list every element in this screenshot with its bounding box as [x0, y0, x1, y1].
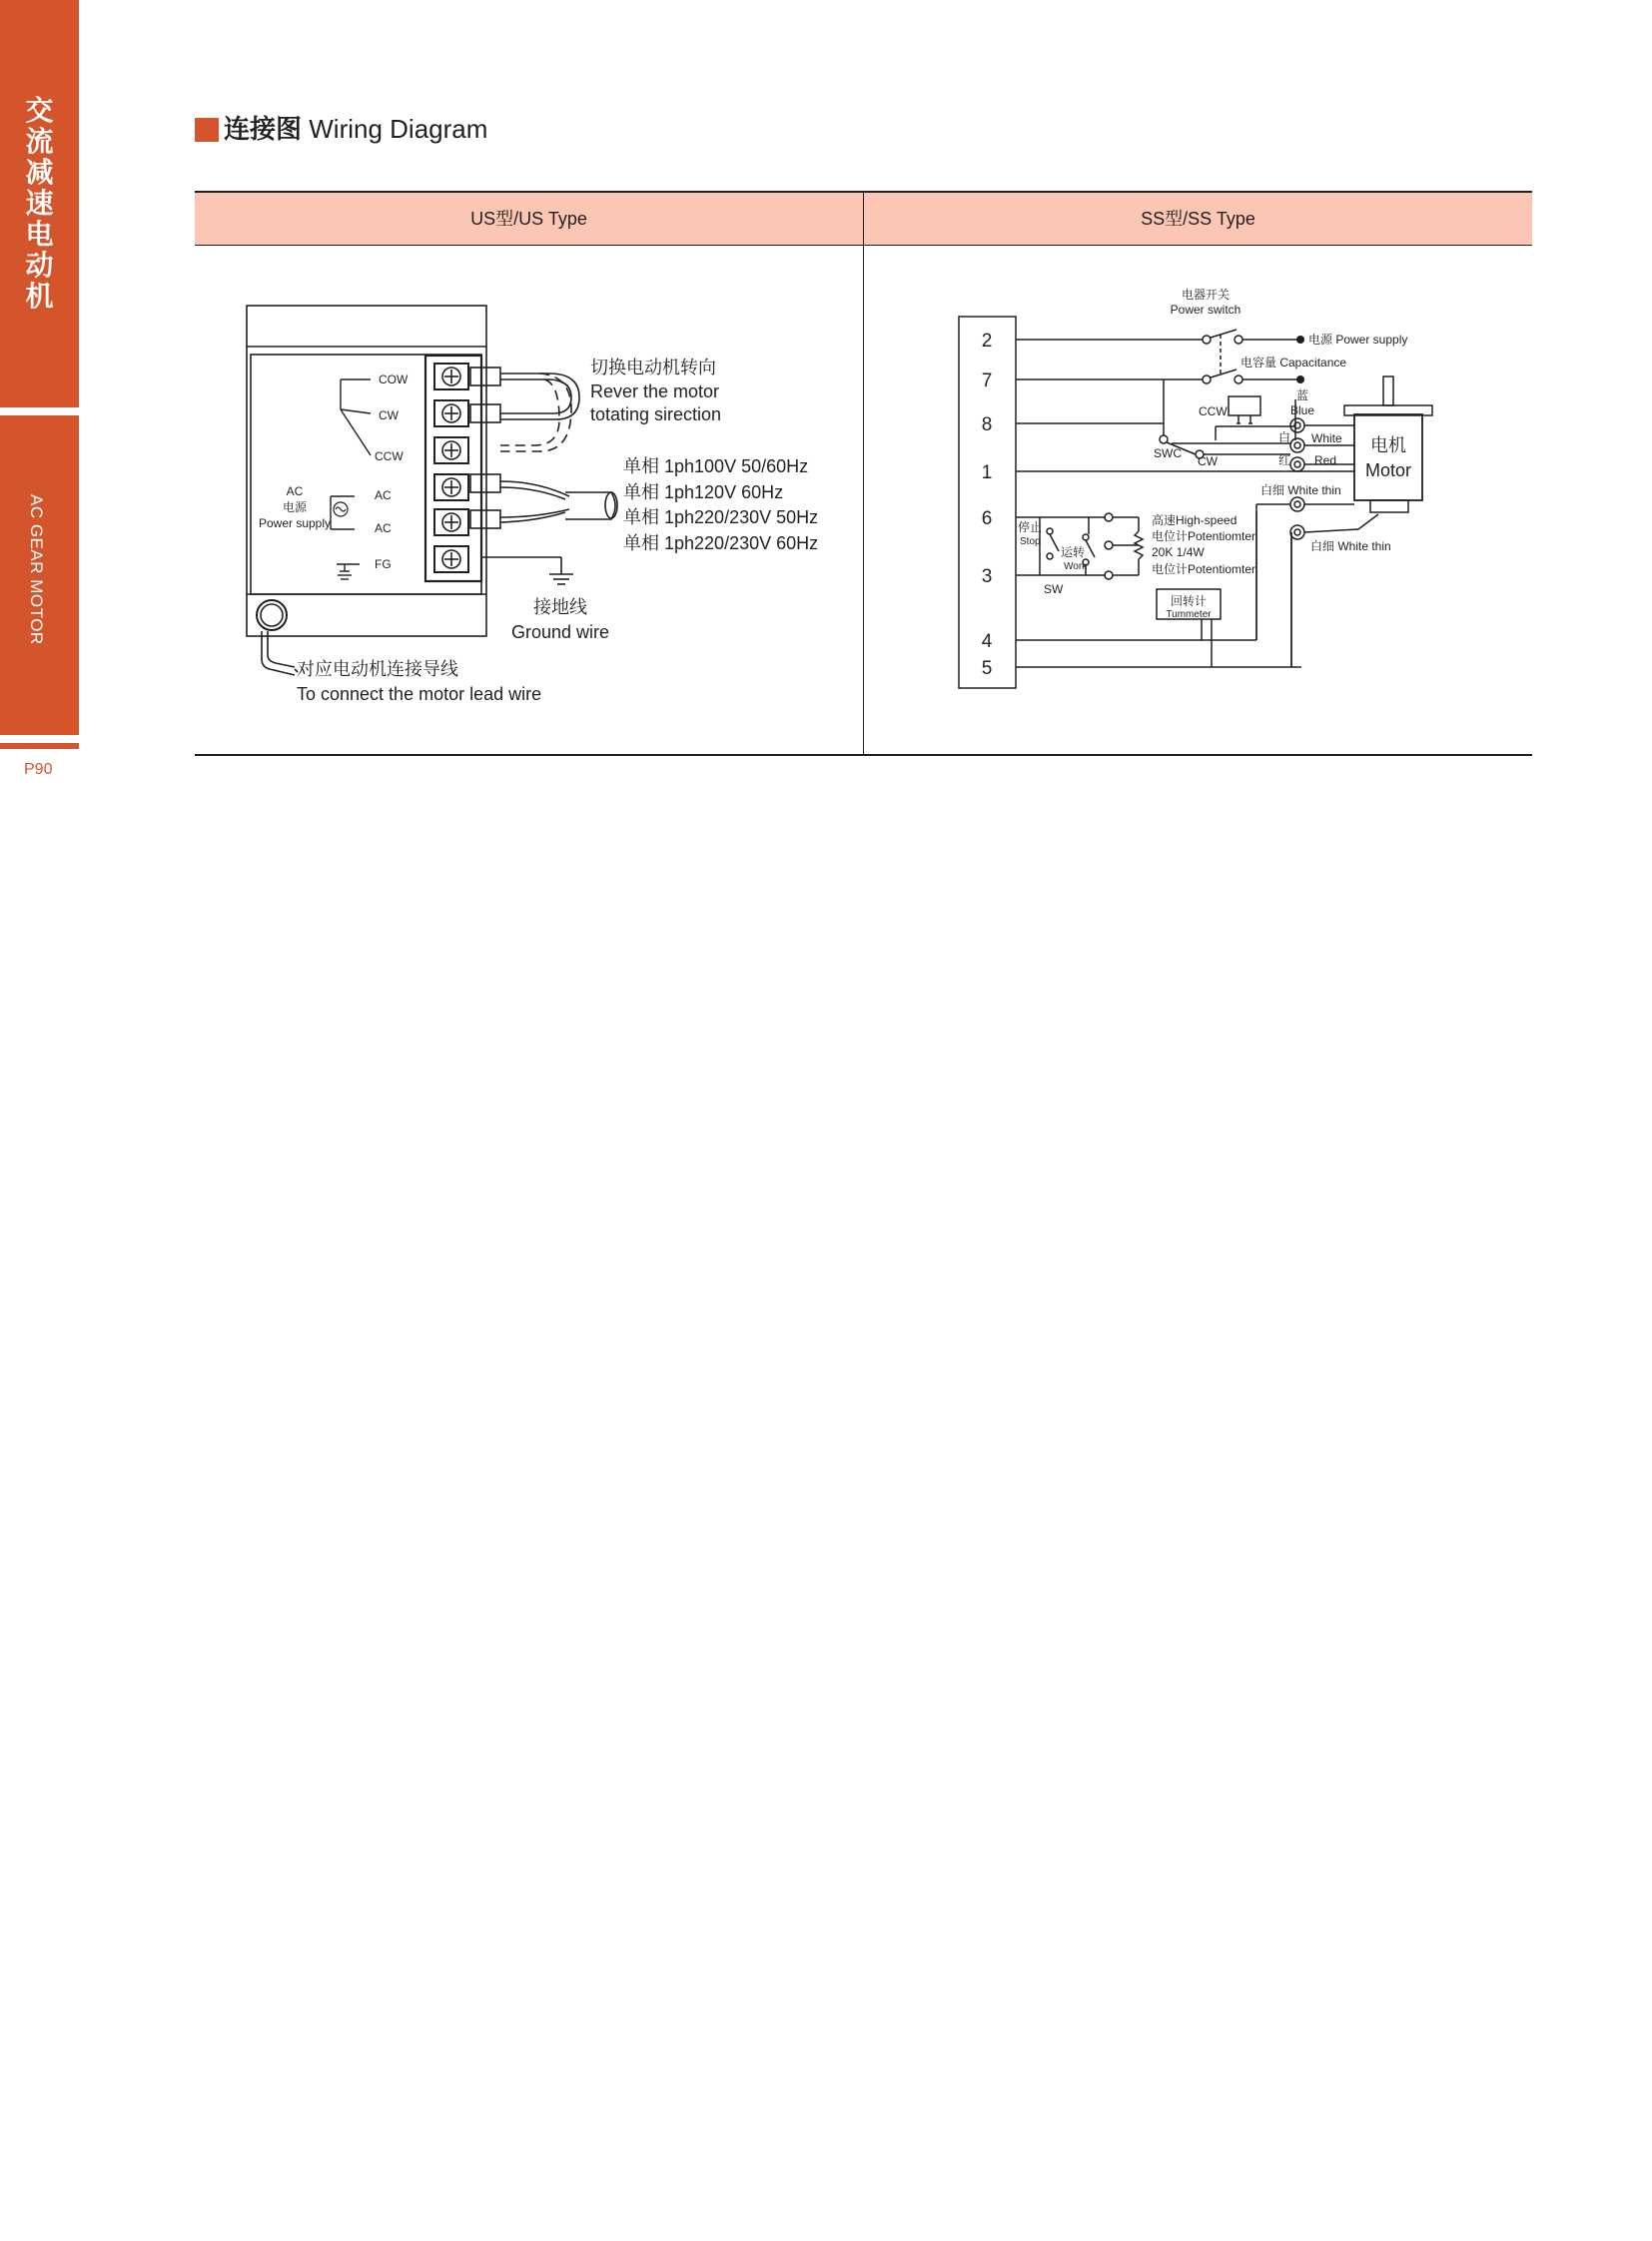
- ss-pot-1: 电位计Potentiomter: [1152, 529, 1256, 543]
- ss-white-thin-2: 白细 White thin: [1310, 539, 1391, 553]
- ss-white-en: White: [1311, 431, 1342, 445]
- us-label-ac-1: AC: [375, 488, 392, 502]
- us-label-ac-2: AC: [375, 521, 392, 535]
- sidebar-title-en: AC GEAR MOTOR: [27, 494, 46, 645]
- ss-white-cn: 白: [1278, 430, 1291, 444]
- ss-terminal-number: 4: [981, 631, 993, 652]
- us-label-cow: COW: [379, 373, 409, 386]
- ss-highspeed-pot: 高速High-speed: [1152, 513, 1238, 527]
- ss-red-en: Red: [1314, 453, 1337, 467]
- ss-work-en: Work: [1064, 561, 1088, 572]
- sidebar-title-char: 减: [25, 156, 54, 189]
- section-title-cn: 连接图: [224, 114, 303, 144]
- ss-terminal-number: 5: [981, 658, 993, 679]
- ss-motor-icon: [1354, 414, 1422, 500]
- ss-power-switch-cn: 电器开关: [1181, 288, 1231, 302]
- us-supply-line-2: 单相 1ph120V 60Hz: [623, 482, 784, 502]
- us-label-fg: FG: [375, 557, 392, 571]
- ss-cw: CW: [1198, 454, 1218, 468]
- ss-stop-en: Stop: [1020, 536, 1041, 547]
- ss-power-supply: 电源 Power supply: [1308, 333, 1408, 347]
- ss-terminal-number: 3: [981, 566, 993, 587]
- ss-capacitor: [1229, 396, 1260, 415]
- page-number: P90: [24, 761, 53, 778]
- ss-motor-en: Motor: [1364, 460, 1412, 480]
- ss-blue-cn: 蓝: [1295, 388, 1309, 402]
- ss-red-cn: 红: [1278, 453, 1291, 467]
- sidebar-title-char: 电: [25, 218, 54, 251]
- ss-pot-2: 电位计Potentiomter: [1152, 562, 1256, 576]
- ss-work-cn: 运转: [1061, 545, 1086, 559]
- sidebar-title-char: 机: [25, 280, 54, 313]
- ss-tummeter-cn: 回转计: [1170, 594, 1208, 608]
- ss-pot-spec: 20K 1/4W: [1152, 545, 1205, 559]
- ss-power-switch-en: Power switch: [1170, 303, 1241, 317]
- us-reverse-en-1: Rever the motor: [590, 381, 720, 401]
- us-ground-en: Ground wire: [510, 622, 610, 642]
- us-supply-line-3: 单相 1ph220/230V 50Hz: [623, 507, 819, 527]
- sidebar-title-char: 交: [25, 94, 54, 127]
- us-label-power-en: Power supply: [258, 516, 332, 530]
- column-title-us: US型/US Type: [470, 209, 587, 229]
- ss-terminal-number: 1: [981, 462, 993, 483]
- ss-terminal-number: 7: [981, 371, 993, 391]
- ss-terminal-number: 2: [981, 331, 993, 352]
- us-label-ac-group: AC: [286, 484, 304, 498]
- sidebar-title-char: 动: [25, 249, 54, 282]
- us-supply-line-4: 单相 1ph220/230V 60Hz: [623, 533, 819, 553]
- us-motor-lead-cn: 对应电动机连接导线: [297, 659, 458, 679]
- section-title-en: Wiring Diagram: [309, 114, 488, 144]
- us-label-cw: CW: [379, 408, 399, 422]
- us-motor-lead-en: To connect the motor lead wire: [297, 684, 542, 704]
- sidebar-title-char: 速: [25, 187, 54, 220]
- ss-ccw: CCW: [1199, 404, 1228, 418]
- us-label-ccw: CCW: [375, 449, 404, 463]
- ss-tummeter-en: Tummeter: [1166, 609, 1212, 620]
- ss-stop-cn: 停止: [1018, 520, 1043, 534]
- us-label-power-cn: 电源: [282, 500, 308, 514]
- us-ground-cn: 接地线: [533, 597, 587, 617]
- us-reverse-en-2: totating sirection: [590, 404, 722, 424]
- column-title-ss: SS型/SS Type: [1141, 209, 1255, 229]
- ss-terminal-number: 8: [981, 414, 993, 435]
- ss-blue-en: Blue: [1289, 403, 1315, 417]
- ss-white-thin-1: 白细 White thin: [1260, 483, 1341, 497]
- ss-capacitance: 电容量 Capacitance: [1240, 356, 1347, 370]
- us-reverse-cn: 切换电动机转向: [590, 358, 716, 377]
- sidebar-title-char: 流: [25, 125, 54, 158]
- ss-motor-cn: 电机: [1370, 435, 1406, 455]
- us-supply-line-1: 单相 1ph100V 50/60Hz: [623, 456, 809, 476]
- ss-swc: SWC: [1154, 446, 1182, 460]
- ss-terminal-number: 6: [981, 508, 993, 529]
- ss-sw: SW: [1044, 582, 1064, 596]
